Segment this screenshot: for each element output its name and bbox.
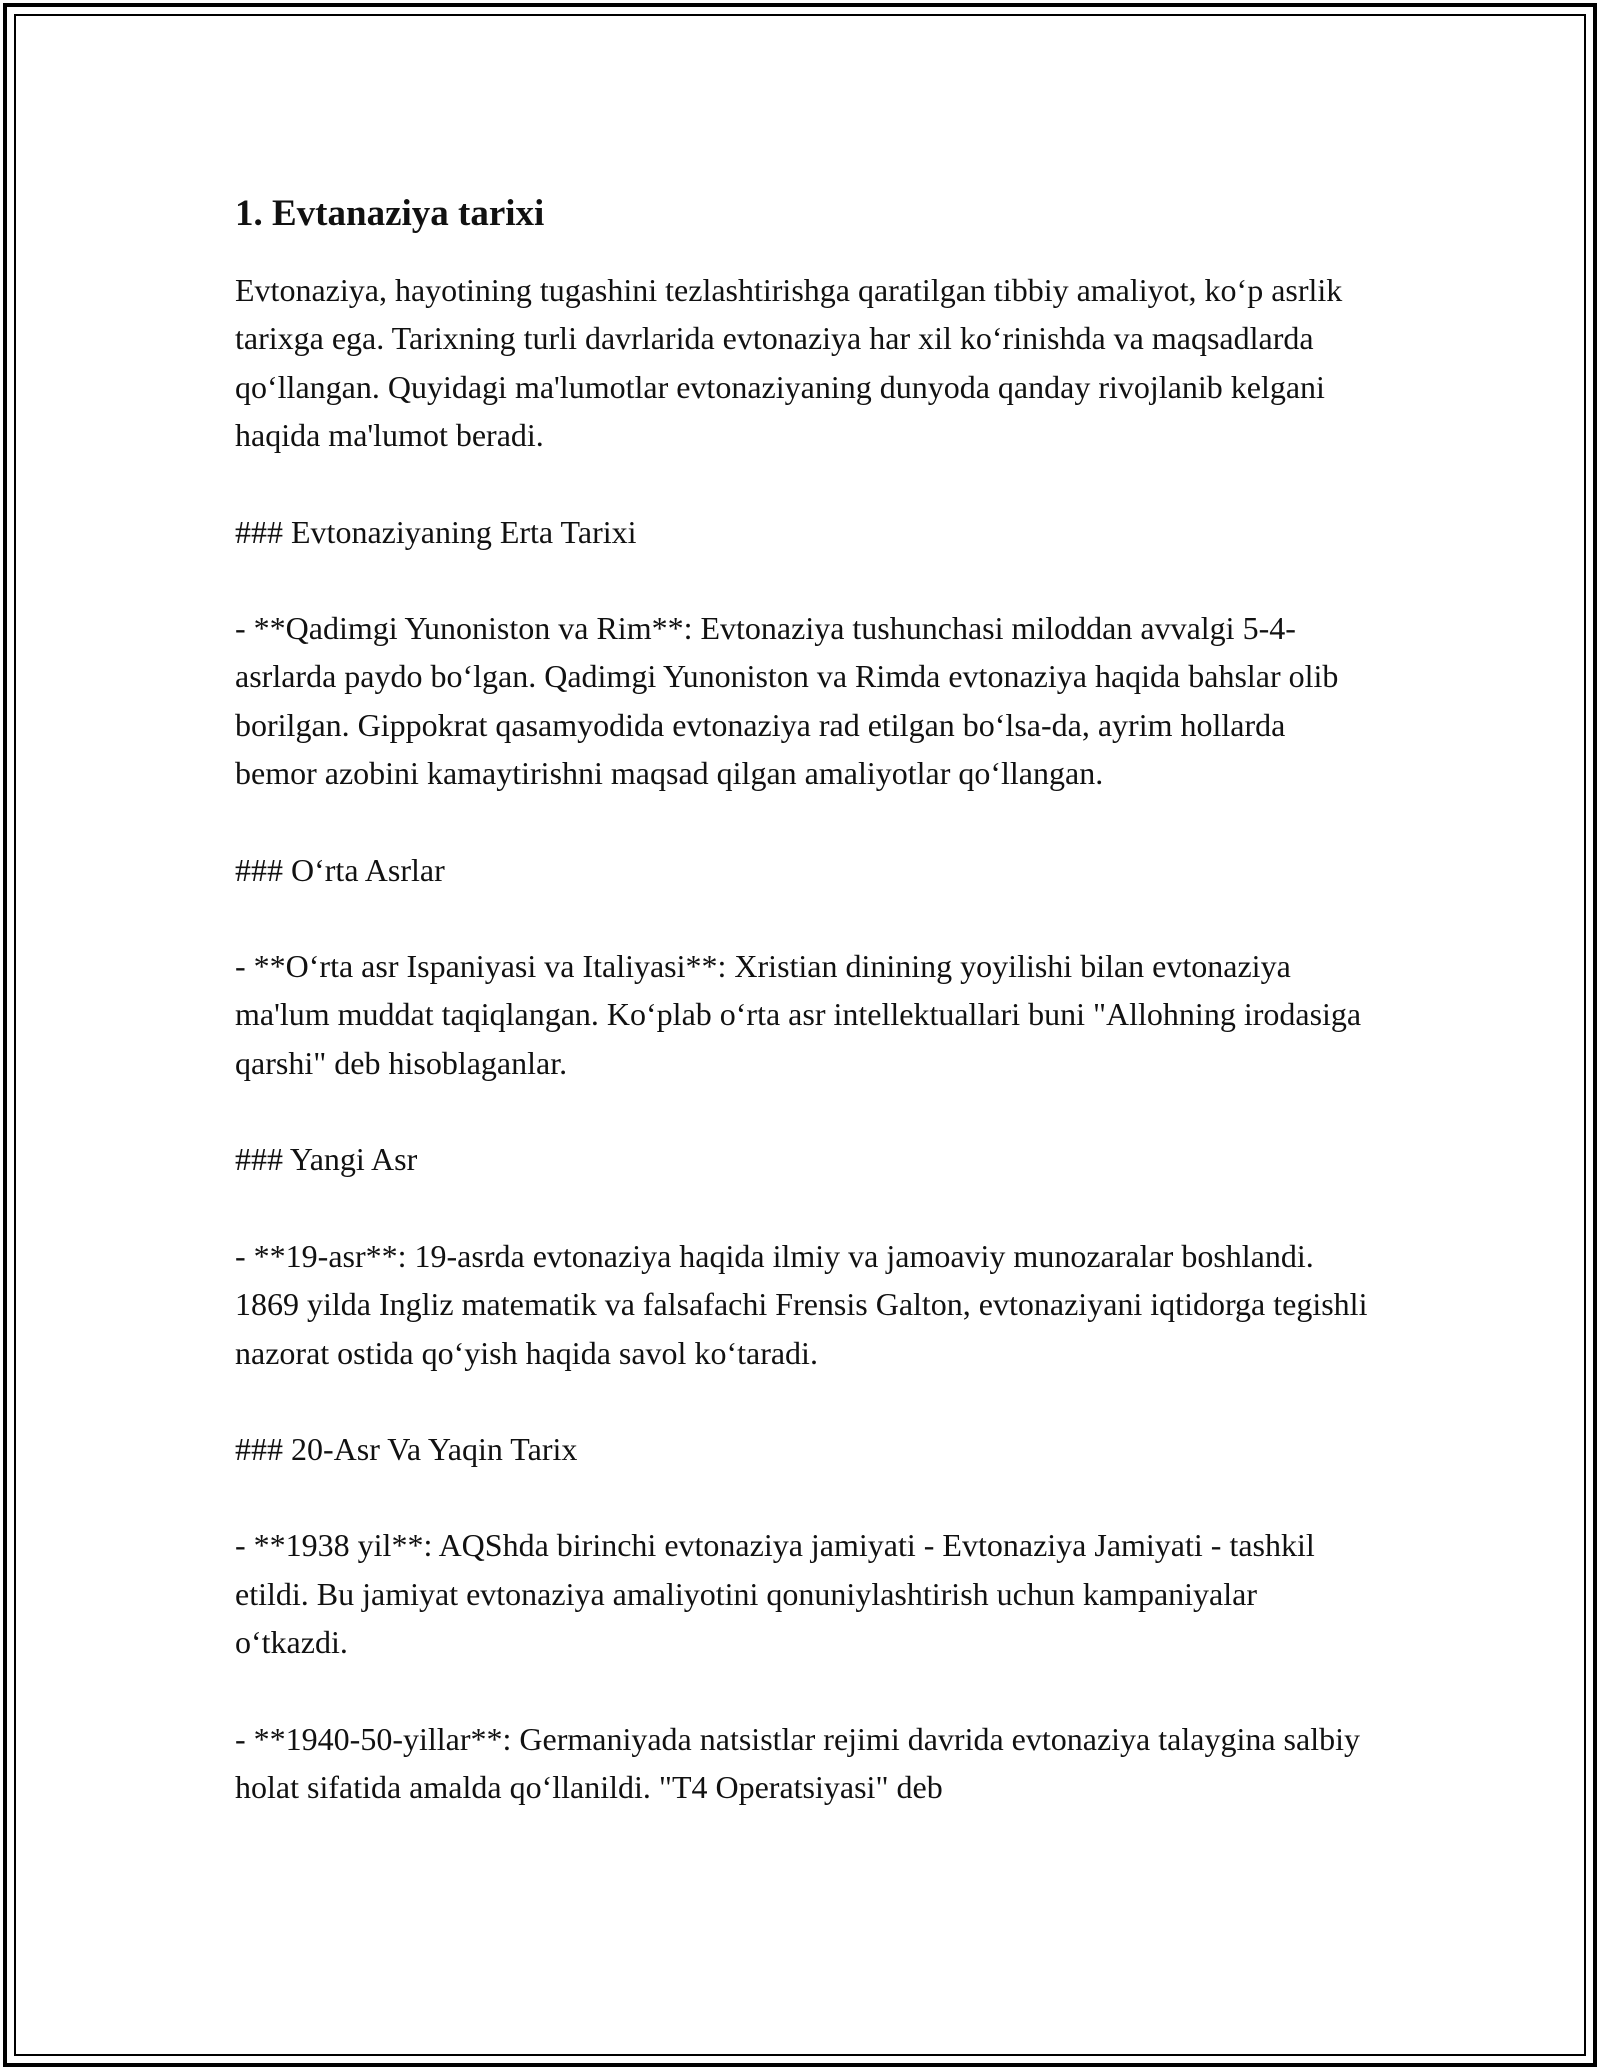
paragraph-1940-50: - **1940-50-yillar**: Germaniyada natsistlar rejimi davrida evtonaziya talaygina salbiy holat sifatida amalda qo‘llanildi. "T4 Operatsiyasi" deb: [235, 1720, 1360, 1805]
intro-paragraph: Evtonaziya, hayotining tugashini tezlashtirishga qaratilgan tibbiy amaliyot, ko‘p asrlik tarixga ega. Tarixning turli davrlarida evtonaziya har xil ko‘rinishda va maqsadlarda qo‘llangan. Quyidagi ma'lumotlar evtonaziyaning dunyoda qanday rivojlanib kelgani haqida ma'lumot beradi.: [235, 272, 1343, 454]
section-heading-early-history: ### Evtonaziyaning Erta Tarixi: [235, 513, 637, 550]
paragraph-medieval-spain-italy: - **O‘rta asr Ispaniyasi va Italiyasi**: Xristian dinining yoyilishi bilan evtonaziya ma'lum muddat taqiqlangan. Ko‘plab o‘rta asr intellektuallari buni "Allohning irodasiga qarshi" deb hisoblaganlar.: [235, 948, 1362, 1081]
paragraph-ancient-greece-rome: - **Qadimgi Yunoniston va Rim**: Evtonaziya tushunchasi miloddan avvalgi 5-4-asrlarda paydo bo‘lgan. Qadimgi Yunoniston va Rimda evtonaziya haqida bahslar olib borilgan. Gippokrat qasamyodida evtonaziya rad etilgan bo‘lsa-da, ayrim hollarda bemor azobini kamaytirishni maqsad qilgan amaliyotlar qo‘llangan.: [235, 610, 1339, 792]
section-heading-middle-ages: ### O‘rta Asrlar: [235, 851, 445, 888]
paragraph-1938: - **1938 yil**: AQShda birinchi evtonaziya jamiyati - Evtonaziya Jamiyati - tashkil etildi. Bu jamiyat evtonaziya amaliyotini qonuniylashtirish uchun kampaniyalar o‘tkazdi.: [235, 1527, 1315, 1661]
paragraph-19th-century: - **19-asr**: 19-asrda evtonaziya haqida ilmiy va jamoaviy munozaralar boshlandi. 1869 yilda Ingliz matematik va falsafachi Frensis Galton, evtonaziyani iqtidorga tegishli nazorat ostida qo‘yish haqida savol ko‘taradi.: [235, 1237, 1368, 1371]
section-heading-new-age: ### Yangi Asr: [235, 1141, 418, 1178]
document-page: [235, 186, 1375, 1811]
section-heading-20th-century: ### 20-Asr Va Yaqin Tarix: [235, 1430, 578, 1467]
document-title: 1. Evtanaziya tarixi: [235, 193, 545, 234]
